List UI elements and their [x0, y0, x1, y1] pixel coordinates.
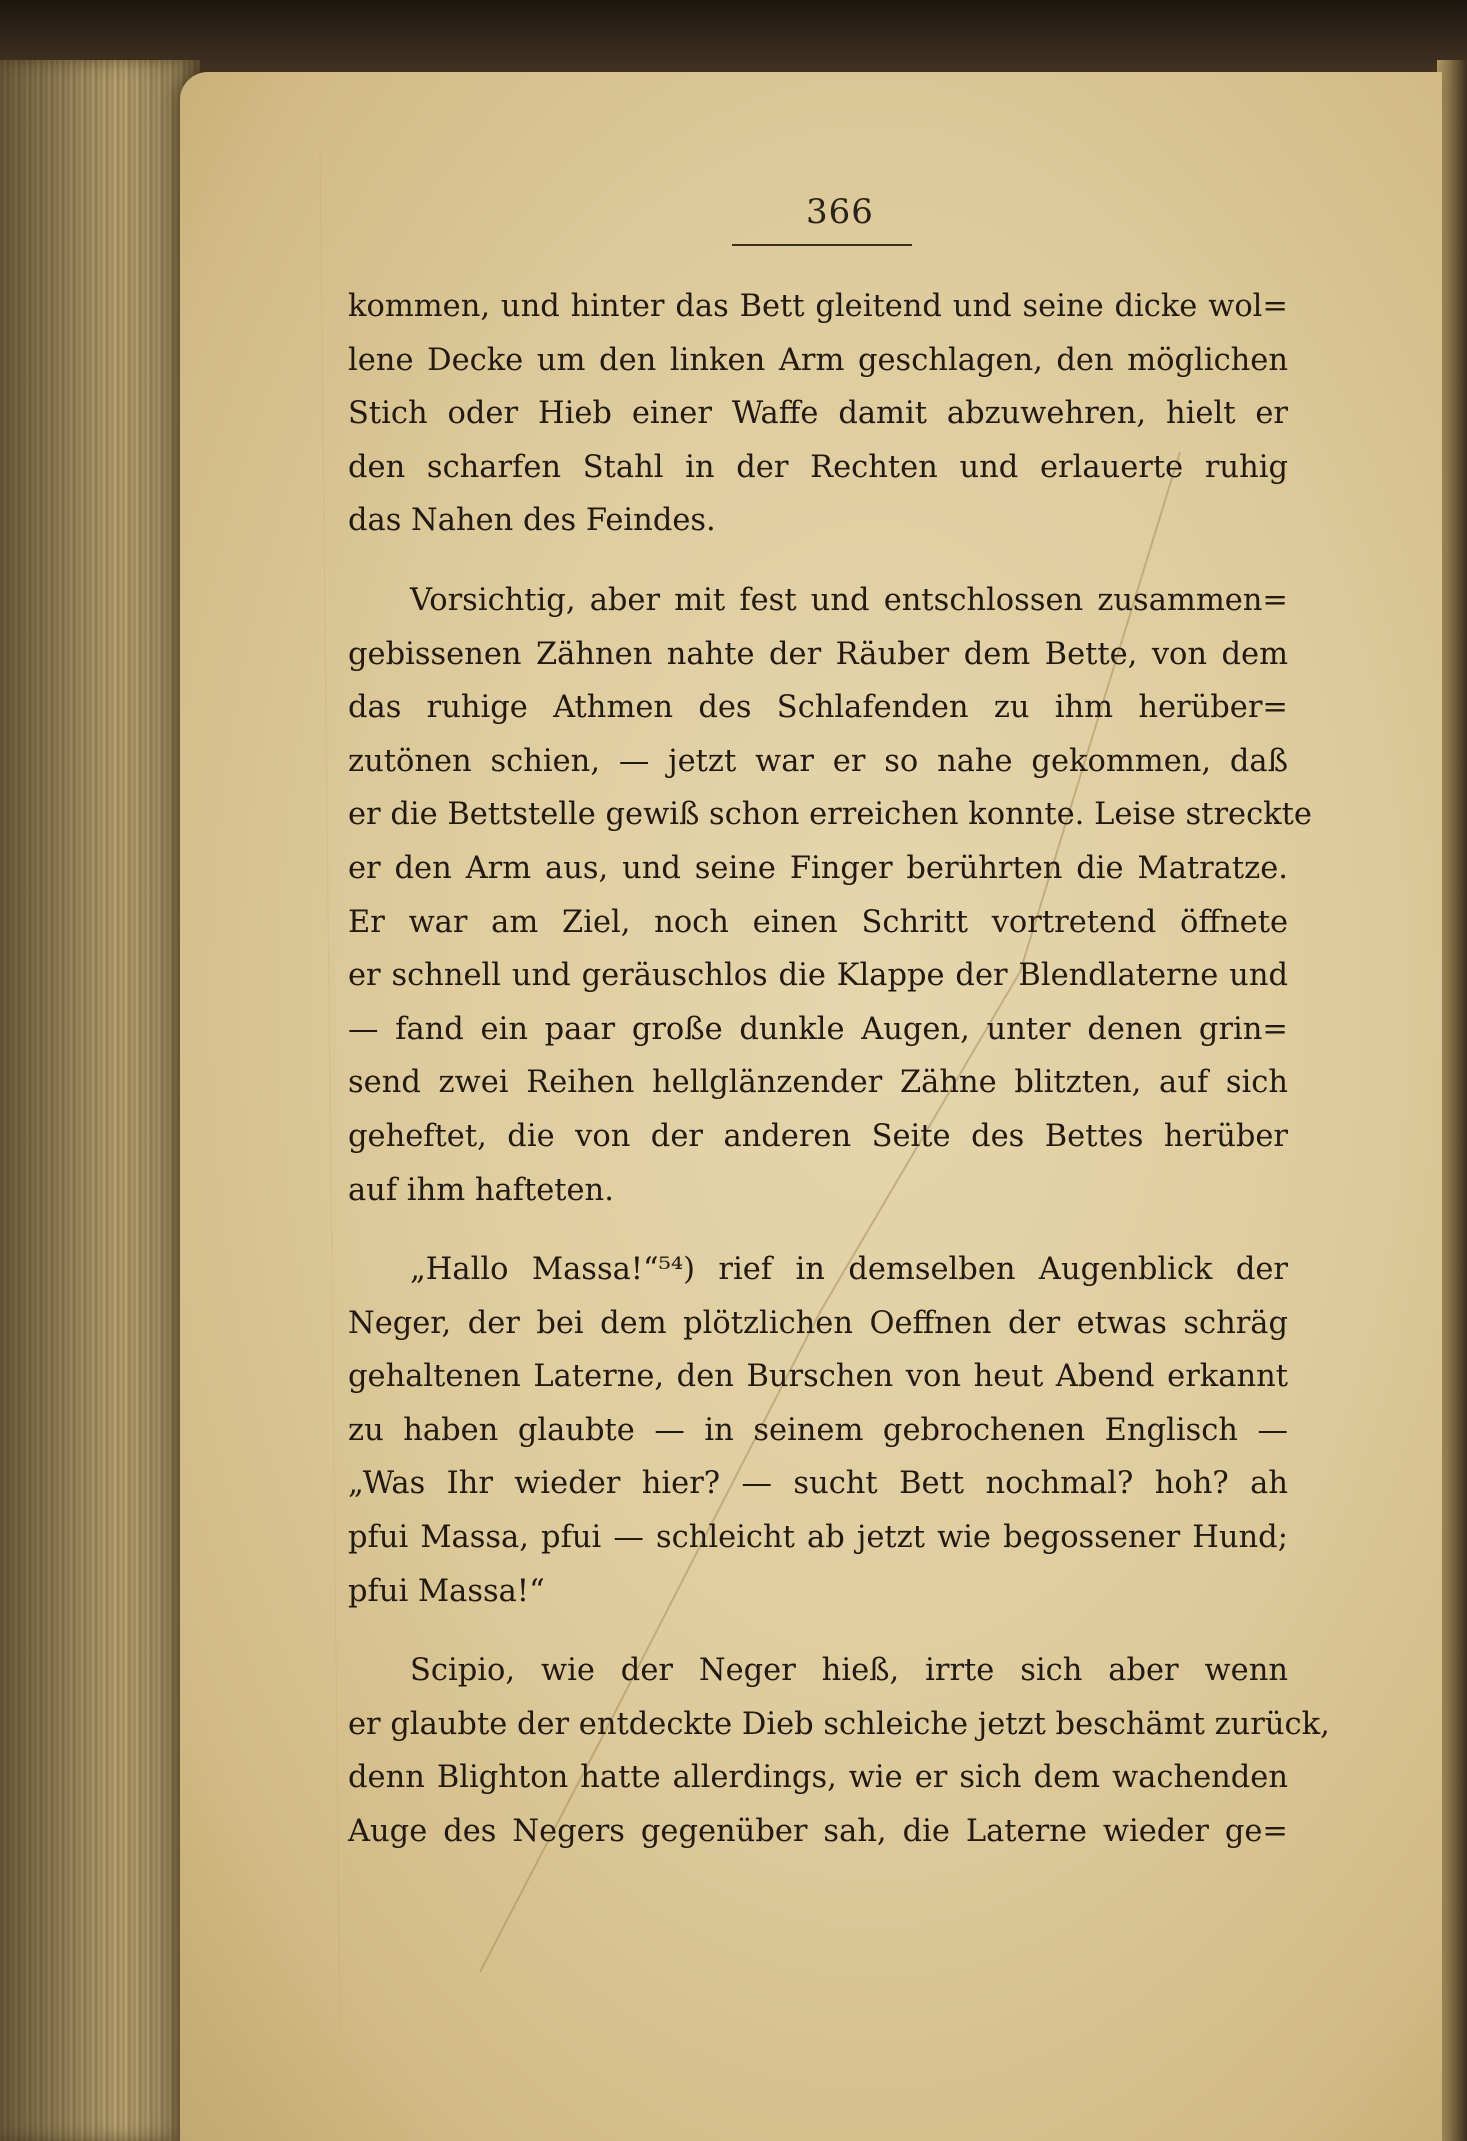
text-line: denn Blighton hatte allerdings, wie er sich dem wachenden — [348, 1760, 1288, 1796]
paragraph — [348, 574, 1312, 1217]
text-line: zutönen schien, — jetzt war er so nahe gekommen, daß — [348, 743, 1288, 779]
book-page — [180, 72, 1442, 2141]
page-stack-shadow — [0, 60, 200, 2141]
text-line: „Was Ihr wieder hier? — sucht Bett nochmal? hoh? ah — [348, 1466, 1288, 1502]
text-line: auf ihm hafteten. — [348, 1172, 614, 1208]
book-cover-edge — [0, 0, 1467, 80]
text-line: geheftet, die von der anderen Seite des Bettes herüber — [348, 1118, 1288, 1154]
text-line: „Hallo Massa!“⁵⁴) rief in demselben Augenblick der — [410, 1252, 1288, 1288]
text-line: Vorsichtig, aber mit fest und entschlossen zusammen= — [410, 582, 1288, 618]
text-line: kommen, und hinter das Bett gleitend und seine dicke wol= — [348, 289, 1288, 324]
text-line: send zwei Reihen hellglänzender Zähne blitzten, auf sich — [348, 1065, 1288, 1101]
text-line: den scharfen Stahl in der Rechten und erlauerte ruhig — [348, 449, 1288, 485]
text-line: er schnell und geräuschlos die Klappe der Blendlaterne und — [348, 958, 1288, 994]
text-line: pfui Massa, pfui — schleicht ab jetzt wie begossener Hund; — [348, 1520, 1288, 1556]
text-line: zu haben glaubte — in seinem gebrochenen Englisch — — [348, 1412, 1288, 1448]
text-line: Stich oder Hieb einer Waffe damit abzuwehren, hielt er — [348, 396, 1288, 432]
paragraph — [348, 1243, 1288, 1618]
text-line: das Nahen des Feindes. — [348, 503, 716, 539]
text-line: Er war am Ziel, noch einen Schritt vortretend öffnete — [348, 904, 1288, 940]
text-line: — fand ein paar große dunkle Augen, unter denen grin= — [348, 1011, 1288, 1047]
text-line: er die Bettstelle gewiß schon erreichen konnte. Leise streckte — [348, 797, 1312, 833]
text-line: das ruhige Athmen des Schlafenden zu ihm herüber= — [348, 690, 1288, 726]
paragraph — [348, 280, 1288, 548]
paragraph-gap — [348, 548, 1288, 574]
page-number: 366 — [806, 192, 874, 232]
text-line: er den Arm aus, und seine Finger berührten die Matratze. — [348, 850, 1288, 886]
text-line: lene Decke um den linken Arm geschlagen, den möglichen — [348, 342, 1288, 378]
text-line: Scipio, wie der Neger hieß, irrte sich aber wenn — [410, 1653, 1288, 1689]
page-number-rule — [732, 244, 912, 246]
paragraph-gap — [348, 1217, 1288, 1243]
text-line: gehaltenen Laterne, den Burschen von heut Abend erkannt — [348, 1359, 1288, 1395]
paragraph — [348, 1644, 1330, 1858]
text-line: gebissenen Zähnen nahte der Räuber dem Bette, von dem — [348, 636, 1288, 672]
text-line: Auge des Negers gegenüber sah, die Laterne wieder ge= — [348, 1814, 1288, 1850]
text-line: er glaubte der entdeckte Dieb schleiche jetzt beschämt zurück, — [348, 1706, 1330, 1742]
body-text — [348, 280, 1330, 1859]
text-line: pfui Massa!“ — [348, 1573, 545, 1609]
paragraph-gap — [348, 1618, 1288, 1644]
text-line: Neger, der bei dem plötzlichen Oeffnen der etwas schräg — [348, 1305, 1288, 1341]
